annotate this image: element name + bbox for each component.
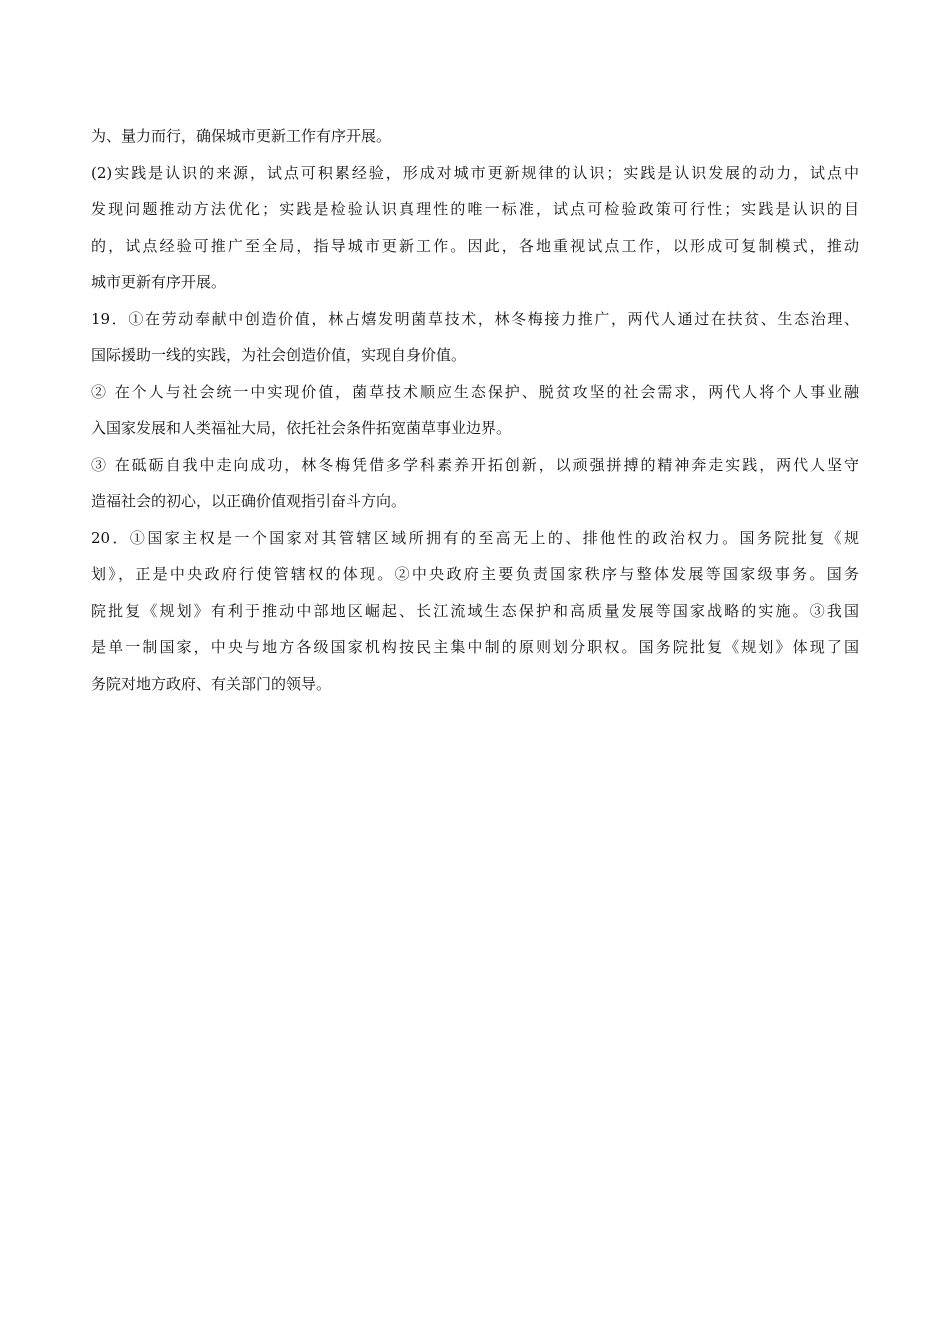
text-line: 19．①在劳动奉献中创造价值，林占熺发明菌草技术，林冬梅接力推广，两代人通过在扶贫、生态治理、 (91, 309, 859, 328)
text-line: 的，试点经验可推广至全局，指导城市更新工作。因此，各地重视试点工作，以形成可复制模式，推动 (91, 236, 859, 255)
text-line: 是单一制国家，中央与地方各级国家机构按民主集中制的原则划分职权。国务院批复《规划》体现了国 (91, 638, 859, 656)
text-line: 划》，正是中央政府行使管辖权的体现。②中央政府主要负责国家秩序与整体发展等国家级事务。国务 (91, 565, 859, 583)
text-line: 城市更新有序开展。 (91, 273, 227, 291)
text-line: 务院对地方政府、有关部门的领导。 (91, 674, 332, 693)
text-line: ② 在个人与社会统一中实现价值，菌草技术顺应生态保护、脱贫攻坚的社会需求，两代人将个人事业融 (91, 382, 859, 401)
text-line: 为、量力而行，确保城市更新工作有序开展。 (91, 127, 392, 145)
text-line: 入国家发展和人类福祉大局，依托社会条件拓宽菌草事业边界。 (91, 419, 512, 437)
answer-text-block (91, 124, 859, 708)
text-line: 国际援助一线的实践，为社会创造价值，实现自身价值。 (91, 346, 467, 364)
text-line: ③ 在砥砺自我中走向成功，林冬梅凭借多学科素养开拓创新，以顽强拼搏的精神奔走实践，两代人坚守 (91, 455, 859, 474)
text-line: 院批复《规划》有利于推动中部地区崛起、长江流域生态保护和高质量发展等国家战略的实施。③我国 (91, 601, 859, 620)
text-line: 20．①国家主权是一个国家对其管辖区域所拥有的至高无上的、排他性的政治权力。国务院批复《规 (91, 528, 859, 547)
text-line: (2)实践是认识的来源，试点可积累经验，形成对城市更新规律的认识；实践是认识发展的动力，试点中 (91, 163, 859, 182)
text-line: 造福社会的初心，以正确价值观指引奋斗方向。 (91, 492, 407, 510)
text-line: 发现问题推动方法优化；实践是检验认识真理性的唯一标准，试点可检验政策可行性；实践是认识的目 (91, 200, 859, 218)
